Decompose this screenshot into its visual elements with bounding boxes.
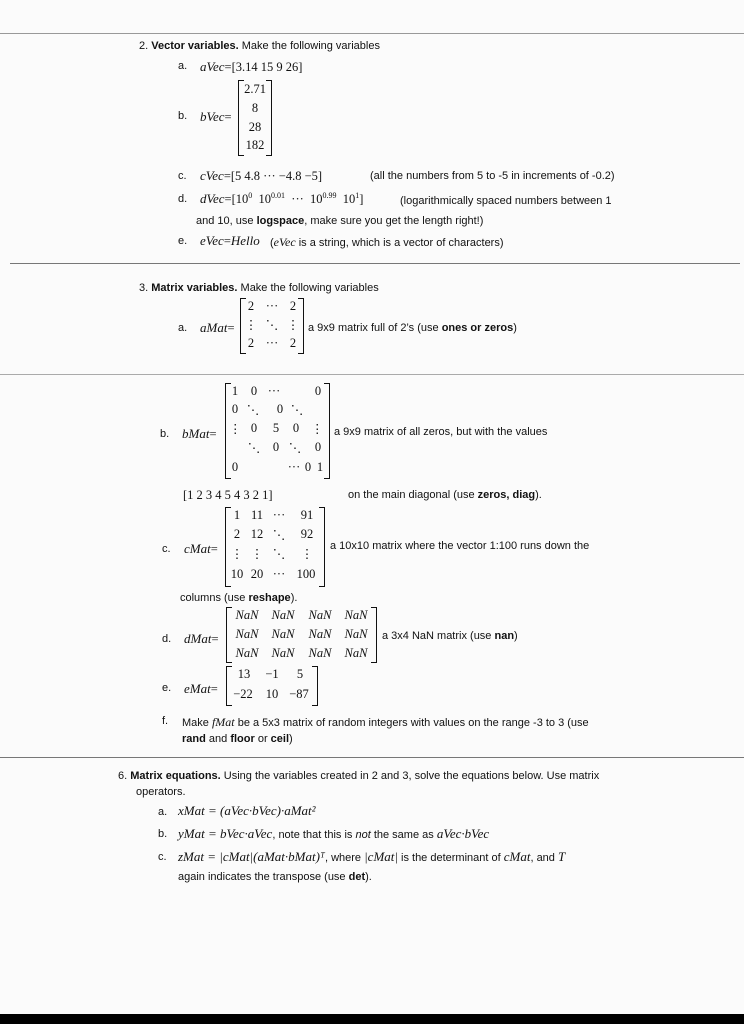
q3-b-desc2	[348, 489, 542, 501]
q3-d-desc-pre: a 3x4 NaN matrix (use	[382, 630, 495, 642]
q2-b-eq: =	[224, 110, 232, 124]
q2-d-eq: =	[224, 192, 232, 206]
q3-a-desc-post: )	[513, 322, 517, 334]
divider	[10, 263, 740, 264]
q6-b-note-expr: aVec·bVec	[436, 826, 490, 841]
q3-a-letter: a.	[178, 322, 188, 334]
q3-f-or: or	[254, 733, 271, 745]
q6-b-note-not: not	[355, 829, 371, 841]
q6-a-letter: a.	[158, 806, 168, 818]
q3-d-cell: NaN	[271, 627, 295, 641]
q3-f-var: fMat	[211, 715, 235, 729]
q3-c-lhs: cMat	[184, 541, 211, 556]
q3-a-desc	[308, 322, 517, 334]
q3-c-matrix: 1 11 ··· 91 2 12 ⋱ 92 ⋮ ⋮ ⋱ ⋮ 10 20 ··· 100	[225, 507, 325, 587]
q2-c-expr: [5 4.8 ··· −4.8 −5]	[230, 169, 323, 183]
q3-e-matrix	[226, 666, 318, 706]
q3-b-desc: a 9x9 matrix of all zeros, but with the values	[334, 426, 548, 438]
q3-b-lhs: bMat	[182, 426, 210, 441]
q3-b-letter: b.	[160, 428, 170, 440]
q3-d-lhs: dMat	[184, 631, 212, 646]
q3-b-desc2-post: ).	[535, 489, 542, 501]
q3-c-letter: c.	[162, 543, 171, 555]
q2-e-note-pre: (	[270, 237, 274, 249]
q3-d-desc	[382, 630, 518, 642]
q3-e-cell: 13	[237, 667, 251, 681]
q2-b-value: 28	[248, 120, 262, 134]
q2-title: Vector variables.	[151, 40, 239, 52]
scan-edge	[0, 1014, 744, 1024]
q3-a-matrix: 2 ··· 2 ⋮ ⋱ ⋮ 2 ··· 2	[240, 298, 304, 354]
q2-e-rhs: Hello	[230, 233, 260, 248]
top-rule	[0, 33, 744, 34]
q2-a-equation	[200, 58, 302, 76]
q3-e-lhs: eMat	[184, 681, 211, 696]
q3-f-floor: floor	[230, 733, 255, 745]
q6-b-note-pre: , note that this is	[272, 829, 356, 841]
q3-f-text2	[182, 733, 293, 745]
q3-a-desc-pre: a 9x9 matrix full of 2’s (use	[308, 322, 442, 334]
divider	[0, 757, 744, 758]
q6-c-note2-post: ).	[365, 871, 372, 883]
q3-f-and: and	[205, 733, 231, 745]
q3-d-desc-post: )	[514, 630, 518, 642]
q3-d-cell: NaN	[344, 627, 368, 641]
q3-c-desc2-bold: reshape	[248, 592, 291, 604]
q3-f-text-pre: Make	[182, 717, 212, 729]
q6-c-note-det: |cMat|	[364, 849, 398, 864]
q6-number: 6.	[118, 770, 128, 782]
q3-d-lhs-wrap	[184, 630, 219, 648]
q3-f-letter: f.	[162, 715, 169, 727]
q2-e-eq: =	[223, 234, 231, 248]
q3-f-text2-post: )	[289, 733, 293, 745]
q3-instruction: Make the following variables	[240, 282, 379, 294]
q6-b-note-mid: the same as	[370, 829, 437, 841]
q3-e-eq: =	[210, 682, 218, 696]
q2-c-letter: c.	[178, 170, 187, 182]
q3-d-cell: NaN	[308, 646, 332, 660]
q3-a-desc-bold: ones or zeros	[441, 322, 514, 334]
q6-c-note-mid2: , and	[530, 852, 558, 864]
q3-d-cell: NaN	[271, 646, 295, 660]
q2-heading	[139, 40, 380, 52]
q3-heading	[139, 282, 379, 294]
q3-f-text-mid: be a 5x3 matrix of random integers with values on the range -3 to 3 (use	[234, 717, 589, 729]
q6-c-note2-pre: again indicates the transpose (use	[178, 871, 349, 883]
q2-e-note	[270, 235, 504, 250]
q3-d-desc-bold: nan	[494, 630, 515, 642]
q2-d-note2-pre: and 10, use	[196, 215, 257, 227]
q2-d-note2-post: , make sure you get the length right!)	[304, 215, 484, 227]
q2-d-letter: d.	[178, 193, 188, 205]
divider	[0, 374, 744, 375]
q3-b-eq: =	[209, 427, 217, 441]
q2-e-note-post: is a string, which is a vector of characters)	[295, 237, 504, 249]
q3-f-rand: rand	[182, 733, 206, 745]
q3-d-matrix	[226, 607, 377, 663]
q2-a-eq: =	[224, 60, 232, 74]
q3-d-cell: NaN	[344, 608, 368, 622]
q2-b-value: 8	[251, 101, 259, 115]
q3-a-eq: =	[227, 321, 235, 335]
q2-b-letter: b.	[178, 110, 188, 122]
q6-b-line	[178, 825, 489, 843]
q6-instruction2: operators.	[136, 786, 186, 798]
q6-c-note-var: cMat	[503, 849, 531, 864]
q6-b-letter: b.	[158, 828, 168, 840]
q6-c-note-mid: is the determinant of	[397, 852, 504, 864]
q3-d-cell: NaN	[235, 608, 259, 622]
q3-d-cell: NaN	[344, 646, 368, 660]
q3-c-eq: =	[210, 542, 218, 556]
q3-number: 3.	[139, 282, 149, 294]
q2-d-note: (logarithmically spaced numbers between 1	[400, 195, 612, 207]
q3-c-desc2-post: ).	[290, 592, 298, 604]
q6-a-expr: xMat = (aVec·bVec)·aMat²	[178, 803, 316, 818]
q6-c-line	[178, 848, 565, 866]
q6-b-expr: yMat = bVec·aVec	[178, 826, 273, 841]
q3-e-cell: −87	[289, 687, 309, 701]
q3-e-cell: 10	[265, 687, 279, 701]
q6-c-letter: c.	[158, 851, 167, 863]
q2-d-equation	[200, 190, 363, 208]
q3-title: Matrix variables.	[151, 282, 238, 294]
q3-b-lhs-wrap	[182, 425, 217, 443]
q3-d-cell: NaN	[308, 627, 332, 641]
q2-b-lhs: bVec	[200, 109, 225, 124]
q2-instruction: Make the following variables	[241, 40, 380, 52]
q2-d-note2-bold: logspace	[256, 215, 305, 227]
q2-a-values: [3.14 15 9 26]	[231, 60, 303, 74]
q3-d-cell: NaN	[235, 646, 259, 660]
q6-c-note-pre: , where	[324, 852, 365, 864]
q3-d-cell: NaN	[271, 608, 295, 622]
q3-b-desc2-bold: zeros, diag	[477, 489, 536, 501]
q2-c-note: (all the numbers from 5 to -5 in increments of -0.2)	[370, 170, 615, 182]
q2-b-value: 182	[245, 138, 265, 152]
q2-a-lhs: aVec	[200, 59, 225, 74]
q3-c-desc2	[180, 592, 297, 604]
q2-number: 2.	[139, 40, 149, 52]
q2-c-equation	[200, 167, 322, 185]
q3-d-cell: NaN	[235, 627, 259, 641]
q6-c-note2	[178, 871, 372, 883]
q2-c-eq: =	[223, 169, 231, 183]
q2-b-value: 2.71	[244, 82, 266, 96]
q2-b-column-vector	[238, 80, 272, 156]
q2-d-note2	[196, 215, 483, 227]
q3-d-letter: d.	[162, 633, 172, 645]
q3-b-desc2-pre: on the main diagonal (use	[348, 489, 478, 501]
q2-d-lhs: dVec	[200, 191, 225, 206]
q3-c-desc: a 10x10 matrix where the vector 1:100 runs down the	[330, 540, 590, 552]
q3-c-desc2-pre: columns (use	[180, 592, 249, 604]
q3-b-matrix: 1 0 ··· 0 0 ⋱ 0 ⋱ ⋮ 0 5 0 ⋮ ⋱ 0 ⋱ 0 0 ··· 0 1	[225, 383, 330, 479]
q2-a-letter: a.	[178, 60, 188, 72]
q2-e-equation	[200, 232, 260, 250]
q6-c-expr: zMat = |cMat|(aMat·bMat)ᵀ	[178, 849, 325, 864]
q3-f-text	[182, 715, 589, 730]
q3-b-vector: [1 2 3 4 5 4 3 2 1]	[183, 488, 273, 502]
q2-b-lhs-wrap	[200, 108, 232, 126]
q3-c-lhs-wrap	[184, 540, 218, 558]
q3-a-lhs: aMat	[200, 320, 228, 335]
q3-a-lhs-wrap	[200, 319, 235, 337]
q3-e-cell: −1	[265, 667, 279, 681]
q3-e-lhs-wrap	[184, 680, 218, 698]
q6-c-note-t: T	[557, 849, 566, 864]
q3-e-cell: 5	[296, 667, 304, 681]
q3-d-eq: =	[211, 632, 219, 646]
q3-b-vector-line	[183, 486, 273, 504]
q6-instruction: Using the variables created in 2 and 3, solve the equations below. Use matrix	[223, 770, 600, 782]
q2-e-lhs: eVec	[200, 233, 224, 248]
q2-e-letter: e.	[178, 235, 188, 247]
q3-d-cell: NaN	[308, 608, 332, 622]
q3-e-cell: −22	[233, 687, 253, 701]
q6-heading	[118, 770, 599, 782]
q6-c-note2-bold: det	[348, 871, 366, 883]
q6-title: Matrix equations.	[130, 770, 221, 782]
q2-c-lhs: cVec	[200, 168, 224, 183]
q2-e-note-var: eVec	[273, 235, 296, 249]
q2-d-expr: [$10^0$ $10^{0.01}$ ··· $10^{0.99}$ $10^1$]	[231, 190, 364, 206]
q3-f-ceil: ceil	[270, 733, 290, 745]
q3-e-letter: e.	[162, 682, 172, 694]
